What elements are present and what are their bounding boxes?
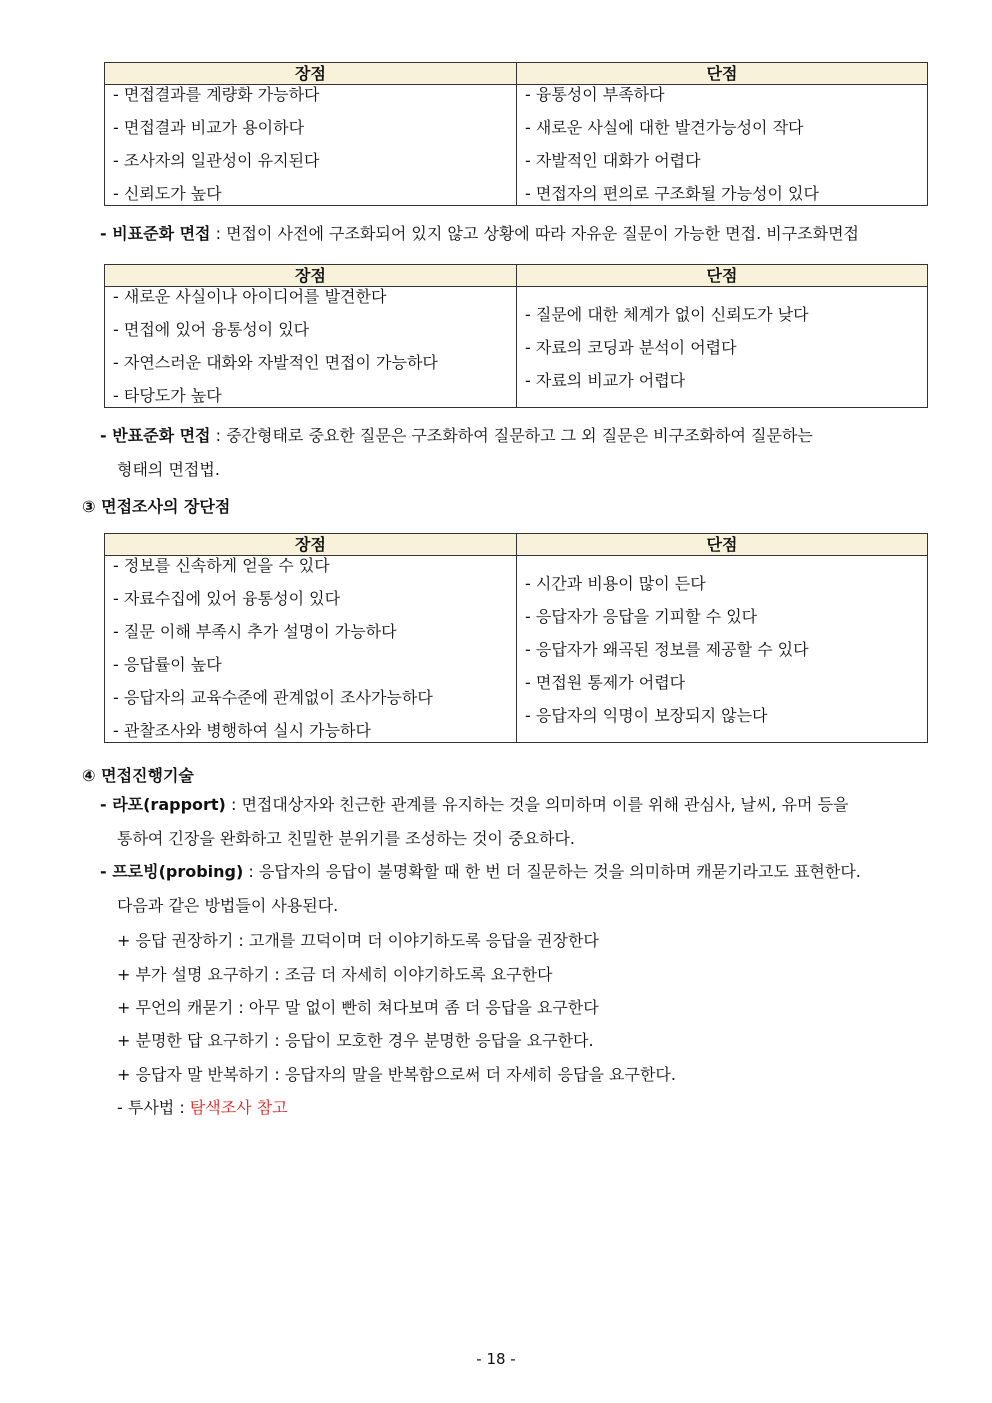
con-item: - 응답자의 익명이 보장되지 않는다 [525, 705, 768, 725]
con-item: - 자료의 비교가 어렵다 [525, 370, 686, 390]
con-item: - 새로운 사실에 대한 발견가능성이 작다 [525, 118, 804, 137]
term: - 비표준화 면접 [100, 224, 211, 243]
rapport-paragraph [100, 788, 960, 856]
definition-continued: 통하여 긴장을 완화하고 친밀한 분위기를 조성하는 것이 중요하다. [117, 829, 576, 848]
con-item: - 시간과 비용이 많이 든다 [525, 573, 706, 593]
cross-reference-link: 탐색조사 참고 [189, 1098, 288, 1117]
pro-item: - 신뢰도가 높다 [113, 184, 222, 203]
definition: : 중간형태로 중요한 질문은 구조화하여 질문하고 그 외 질문은 비구조화하여 질문하는 [210, 426, 813, 445]
probing-method: + 분명한 답 요구하기 : 응답이 모호한 경우 분명한 응답을 요구한다. [117, 1031, 594, 1050]
pro-item: - 면접결과 비교가 용이하다 [113, 118, 305, 137]
probing-method: + 응답자 말 반복하기 : 응답자의 말을 반복함으로써 더 자세히 응답을 요구한다. [117, 1065, 676, 1084]
definition: : 면접이 사전에 구조화되어 있지 않고 상황에 따라 자유운 질문이 가능한 면접. 비구조화면접 [210, 224, 859, 243]
pro-item: - 새로운 사실이나 아이디어를 발견한다 [113, 287, 387, 306]
pro-item: - 자연스러운 대화와 자발적인 면접이 가능하다 [113, 353, 438, 372]
projective-label: - 투사법 : [117, 1098, 190, 1117]
pros-cell [105, 85, 517, 206]
cons-header: 단점 [517, 265, 928, 287]
pro-item: - 조사자의 일관성이 유지된다 [113, 151, 320, 170]
pros-header: 장점 [105, 534, 517, 556]
interview-survey-table [104, 533, 928, 743]
con-item: - 응답자가 응답을 기피할 수 있다 [525, 606, 758, 626]
term: - 프로빙(probing) [100, 862, 244, 881]
definition-continued: 형태의 면접법. [117, 460, 220, 479]
con-item: - 자료의 코딩과 분석이 어렵다 [525, 337, 737, 357]
pro-item: - 자료수집에 있어 융통성이 있다 [113, 589, 341, 608]
pros-cell [105, 556, 517, 743]
structured-interview-table [104, 62, 928, 206]
term: - 반표준화 면접 [100, 426, 211, 445]
pro-item: - 질문 이해 부족시 추가 설명이 가능하다 [113, 622, 397, 641]
probing-paragraph [100, 855, 960, 923]
con-item: - 면접자의 편의로 구조화될 가능성이 있다 [525, 184, 819, 203]
projective-technique-line [117, 1095, 288, 1118]
definition: : 면접대상자와 친근한 관계를 유지하는 것을 의미하며 이를 위해 관심사, 날씨, 유머 등을 [225, 795, 849, 814]
page-number: - 18 - [476, 1350, 516, 1368]
pro-item: - 면접결과를 계량화 가능하다 [113, 85, 320, 104]
pro-item: - 응답자의 교육수준에 관계없이 조사가능하다 [113, 688, 433, 707]
cons-header: 단점 [517, 63, 928, 85]
pro-item: - 응답률이 높다 [113, 655, 222, 674]
cons-header: 단점 [517, 534, 928, 556]
unstructured-interview-paragraph [100, 217, 960, 251]
term: - 라포(rapport) [100, 795, 226, 814]
pro-item: - 정보를 신속하게 얻을 수 있다 [113, 556, 330, 575]
probing-method: + 부가 설명 요구하기 : 조금 더 자세히 이야기하도록 요구한다 [117, 965, 553, 984]
pros-cell [105, 287, 517, 408]
con-item: - 자발적인 대화가 어렵다 [525, 151, 701, 170]
section-heading: ④ 면접진행기술 [82, 766, 194, 785]
con-item: - 면접원 통제가 어렵다 [525, 672, 686, 692]
cons-cell [517, 287, 928, 408]
probing-method: + 무언의 캐묻기 : 아무 말 없이 빤히 쳐다보며 좀 더 응답을 요구한다 [117, 998, 599, 1017]
semi-structured-interview-paragraph [100, 419, 960, 487]
pro-item: - 관찰조사와 병행하여 실시 가능하다 [113, 721, 371, 740]
con-item: - 응답자가 왜곡된 정보를 제공할 수 있다 [525, 639, 809, 659]
probing-method: + 응답 권장하기 : 고개를 끄덕이며 더 이야기하도록 응답을 권장한다 [117, 931, 599, 950]
pro-item: - 면접에 있어 융통성이 있다 [113, 320, 310, 339]
unstructured-interview-table [104, 264, 928, 408]
cons-cell [517, 556, 928, 743]
pro-item: - 타당도가 높다 [113, 386, 222, 405]
definition: : 응답자의 응답이 불명확할 때 한 번 더 질문하는 것을 의미하며 캐묻기라고도 표현한다. [243, 862, 861, 881]
pros-header: 장점 [105, 63, 517, 85]
section-heading: ③ 면접조사의 장단점 [82, 497, 231, 516]
pros-header: 장점 [105, 265, 517, 287]
con-item: - 질문에 대한 체계가 없이 신뢰도가 낮다 [525, 304, 809, 324]
definition-continued: 다음과 같은 방법들이 사용된다. [117, 896, 339, 915]
con-item: - 융통성이 부족하다 [525, 85, 665, 104]
cons-cell [517, 85, 928, 206]
